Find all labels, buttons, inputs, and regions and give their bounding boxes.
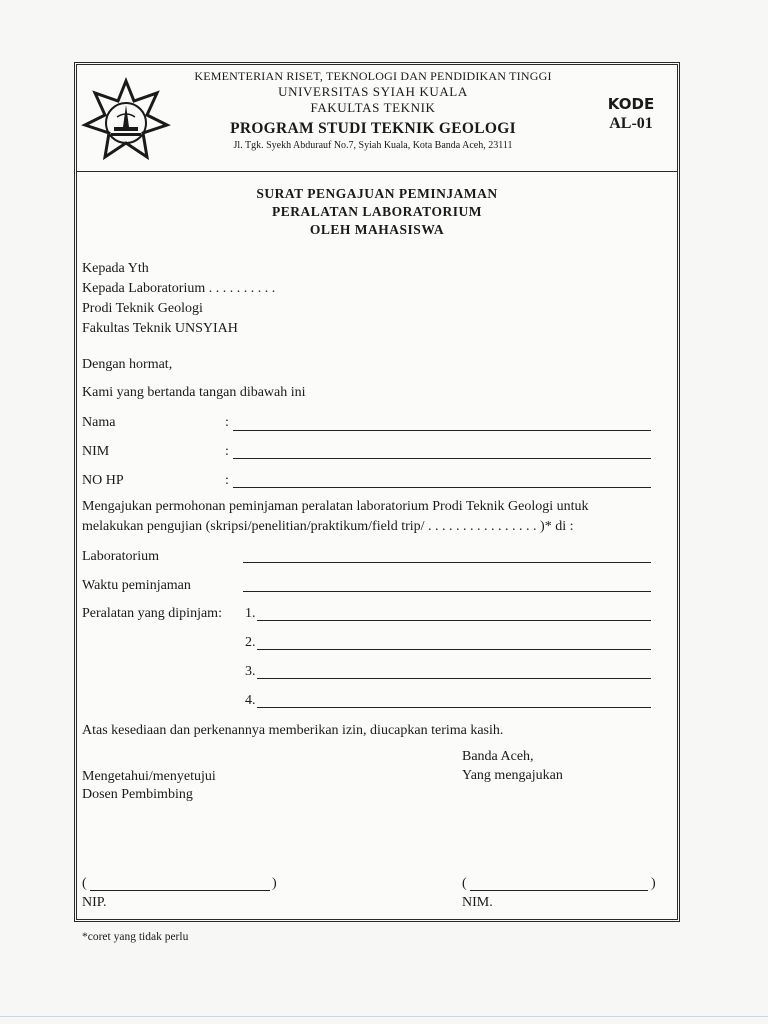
intro-text: Kami yang bertanda tangan dibawah ini (82, 385, 306, 400)
applicant-label: Yang mengajukan (462, 768, 563, 783)
approver-label-1: Mengetahui/menyetujui (82, 769, 216, 784)
nim-colon: : (225, 444, 229, 459)
place-date: Banda Aceh, (462, 749, 534, 764)
equipment-number-2: 2. (245, 635, 256, 650)
recipient-line-3: Prodi Teknik Geologi (82, 301, 203, 316)
time-field[interactable] (243, 591, 651, 592)
program-name: PROGRAM STUDI TEKNIK GEOLOGI (230, 119, 516, 137)
phone-field[interactable] (233, 487, 651, 488)
supervisor-paren-close: ) (272, 876, 277, 891)
applicant-paren-open: ( (462, 876, 467, 891)
university-name: UNIVERSITAS SYIAH KUALA (278, 84, 468, 99)
form-code-value: AL-01 (609, 114, 653, 132)
form-frame (74, 62, 680, 922)
equipment-number-3: 3. (245, 664, 256, 679)
phone-label: NO HP (82, 473, 124, 488)
nim-field[interactable] (233, 458, 651, 459)
equipment-field-1[interactable] (257, 620, 651, 621)
equipment-field-3[interactable] (257, 678, 651, 679)
closing-text: Atas kesediaan dan perkenannya memberikan izin, diucapkan terima kasih. (82, 723, 504, 738)
recipient-line-1: Kepada Yth (82, 261, 149, 276)
recipient-line-4: Fakultas Teknik UNSYIAH (82, 321, 238, 336)
address: Jl. Tgk. Syekh Abdurauf No.7, Syiah Kuala, Kota Banda Aceh, 23111 (233, 139, 513, 151)
equipment-field-4[interactable] (257, 707, 651, 708)
greeting: Dengan hormat, (82, 357, 173, 372)
footnote: *coret yang tidak perlu (82, 931, 189, 943)
approver-label-2: Dosen Pembimbing (82, 787, 193, 802)
title-line-1: SURAT PENGAJUAN PEMINJAMAN (256, 186, 498, 201)
laboratory-field[interactable] (243, 562, 651, 563)
equipment-number-1: 1. (245, 606, 256, 621)
document-title (77, 185, 677, 240)
supervisor-paren-open: ( (82, 876, 87, 891)
recipient-line-2: Kepada Laboratorium . . . . . . . . . . (82, 281, 276, 296)
equipment-label: Peralatan yang dipinjam: (82, 606, 222, 621)
equipment-field-2[interactable] (257, 649, 651, 650)
title-line-3: OLEH MAHASISWA (309, 222, 445, 238)
form-code (593, 95, 669, 134)
title-line-2: PERALATAN LABORATORIUM (272, 204, 482, 220)
nim-label: NIM (82, 444, 110, 459)
ministry-name: KEMENTERIAN RISET, TEKNOLOGI DAN PENDIDIKAN TINGGI (194, 69, 552, 83)
laboratory-label: Laboratorium (82, 549, 159, 564)
university-seal-icon (81, 77, 171, 161)
scan-edge-line (0, 1016, 768, 1017)
name-label: Nama (82, 415, 116, 430)
phone-colon: : (225, 473, 229, 488)
request-line-2: melakukan pengujian (skripsi/penelitian/praktikum/field trip/ . . . . . . . . . . . . . . . . )* di : (82, 519, 574, 534)
request-line-1: Mengajukan permohonan peminjaman peralatan laboratorium Prodi Teknik Geologi untuk (82, 499, 589, 514)
applicant-paren-close: ) (651, 876, 656, 891)
letterhead (77, 65, 677, 172)
letterhead-text (173, 69, 573, 152)
faculty-name: FAKULTAS TEKNIK (310, 100, 436, 116)
time-label: Waktu peminjaman (82, 578, 191, 593)
form-code-label: KODE (607, 95, 655, 113)
supervisor-signature-field[interactable] (90, 890, 270, 891)
equipment-number-4: 4. (245, 693, 256, 708)
nim-signature-label: NIM. (462, 895, 493, 910)
name-colon: : (225, 415, 229, 430)
nip-label: NIP. (82, 895, 107, 910)
name-field[interactable] (233, 430, 651, 431)
applicant-signature-field[interactable] (470, 890, 648, 891)
